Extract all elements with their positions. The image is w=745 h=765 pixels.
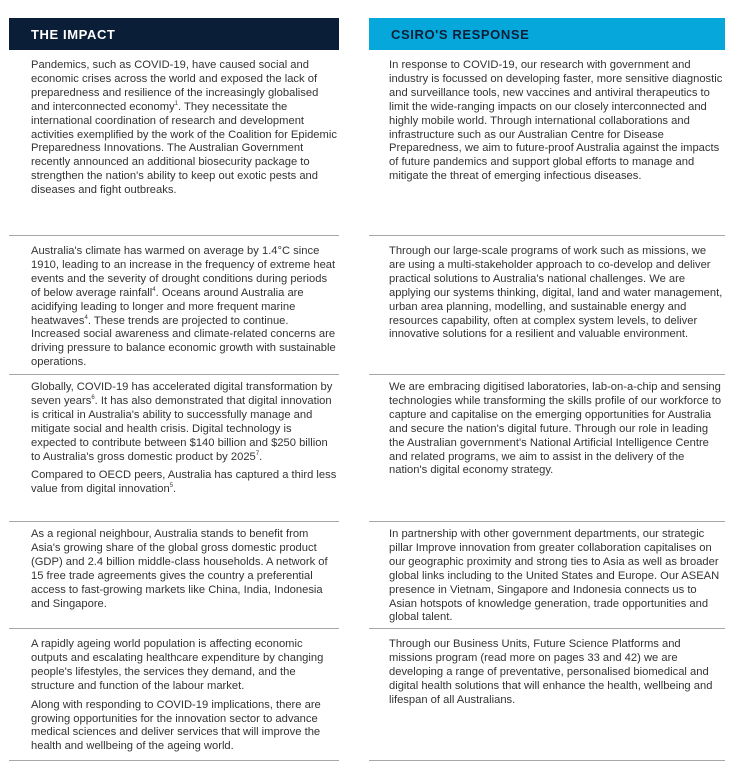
impact-heading: THE IMPACT [9,18,339,50]
impact-row-5-paragraph-1: A rapidly ageing world population is affecting economic outputs and escalating healthcare expenditure by changing people's lifestyles, the services they demand, and the structure and function of the labour market. [31,638,324,692]
footnote-marker: 5 [169,483,174,490]
response-row [369,375,725,522]
impact-row-4-paragraph-1: As a regional neighbour, Australia stands to benefit from Asia's growing share of the global gross domestic product (GDP) and 2.4 billion middle-class households. A network of 15 free trade agreements gives the country a preferential access to fast-growing markets like China, India, Indonesia and Singapore. [31,528,328,610]
impact-row [9,375,339,522]
response-row [369,629,725,761]
response-row [369,522,725,629]
footnote-marker: 7 [255,450,260,457]
impact-row [9,236,339,375]
response-column [369,18,725,706]
impact-row-3-paragraph-2: Compared to OECD peers, Australia has captured a third less value from digital innovation$^5$. [31,469,337,496]
impact-column [9,18,339,753]
impact-row [9,629,339,761]
impact-row [9,59,339,236]
footnote-marker: 4 [84,314,88,321]
response-heading: CSIRO'S RESPONSE [369,18,725,50]
impact-row-3-paragraph-1: Globally, COVID-19 has accelerated digital transformation by seven years$^6$. It has also demonstrated that digital innovation is critical in Australia's ability to successfully manage and mitigate social and health crisis. Digital technology is expected to contribute between $140 billion and $250 billion to Australia's gross domestic product by 2025$^7$. [31,381,333,463]
footnote-marker: 1 [174,100,179,107]
footnote-marker: 6 [91,394,95,401]
impact-row-5-paragraph-2: Along with responding to COVID-19 implications, there are growing opportunities for the innovation sector to advance medical sciences and deliver services that will improve the health and wellbeing of the ageing world. [31,698,321,753]
response-row-3-paragraph-1: We are embracing digitised laboratories, lab-on-a-chip and sensing technologies while transforming the skills profile of our workforce to capture and capitalise on the emerging opportunities for Australia and secure the nation's digital future. Through our role in leading the Australian government's National Artificial Intelligence Centre and related programs, we aim to assist in the delivery of the nation's digital economy strategy. [389,381,722,477]
impact-row [9,522,339,629]
response-row-2-paragraph-1: Through our large-scale programs of work such as missions, we are using a multi-stakeholder approach to co-develop and deliver practical solutions to Australia's national challenges. We are applying our systems thinking, digital, land and water management, urban area planning, modelling, and sustainable energy and resources capability, often at complex system levels, to deliver innovative solutions for a resilient and valuable environment. [389,245,723,341]
response-row [369,236,725,375]
response-row-4-paragraph-1: In partnership with other government departments, our strategic pillar Improve innovation from greater collaboration capitalises on our geographic proximity and strong ties to Asia as well as broader global links including to the United States and Europe. Our ASEAN presence in Vietnam, Singapore and Indonesia connects us to Asian hotspots of knowledge generation, trade opportunities and global talent. [389,528,720,624]
response-row [369,59,725,236]
impact-row-1-paragraph-1: Pandemics, such as COVID-19, have caused social and economic crises across the world and exposed the lack of preparedness and resilience of the increasingly globalised and interconnected economy$^1$. They necessitate the international coordination of research and development activities exemplified by the work of the Coalition for Epidemic Preparedness Innovations. The Australian Government recently announced an additional biosecurity package to strengthen the nation's ability to keep out exotic pests and diseases and fight outbreaks. [31,59,337,197]
impact-row-2-paragraph-1: Australia's climate has warmed on average by 1.4°C since 1910, leading to an increase in the frequency of extreme heat events and the severity of drought conditions during periods of below average rainfall$^4$. Oceans around Australia are acidifying leading to longer and more frequent marine heatwaves$^4$. These trends are projected to continue. Increased social awareness and climate-related concerns are driving pressure to balance economic growth with sustainable operations. [31,245,336,369]
response-row-1-paragraph-1: In response to COVID-19, our research with government and industry is focussed on developing faster, more sensitive diagnostic and surveillance tools, new vaccines and antiviral therapeutics to limit the wide-ranging impacts on our closely interconnected and highly mobile world. Through international collaborations and infrastructure such as our Australian Centre for Disease Preparedness, we aim to future-proof Australia against the impacts of future pandemics and support global efforts to manage and mitigate the threat of emerging infectious diseases. [389,59,723,183]
footnote-marker: 4 [152,286,156,293]
response-row-5-paragraph-1: Through our Business Units, Future Science Platforms and missions program (read more on pages 33 and 42) we are developing a range of preventative, personalised biomedical and digital health solutions that will enhance the health, wellbeing and lifespan of all Australians. [389,638,713,706]
